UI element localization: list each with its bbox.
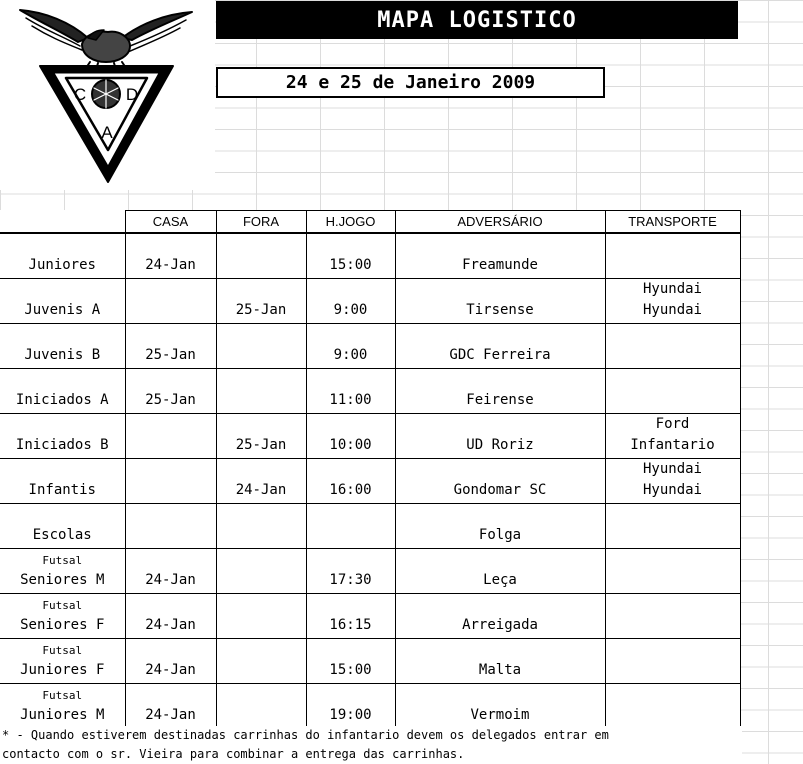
fora-cell (216, 684, 306, 730)
fora-cell (216, 233, 306, 279)
adversario-cell: Vermoim (395, 684, 605, 730)
fora-cell (216, 594, 306, 639)
svg-text:D: D (125, 85, 139, 104)
hora-cell: 15:00 (306, 639, 395, 684)
fora-cell (216, 369, 306, 414)
casa-cell: 24-Jan (125, 594, 216, 639)
transporte-cell (605, 504, 740, 549)
adversario-cell: Tirsense (395, 279, 605, 324)
fora-cell (216, 504, 306, 549)
team-cell: Futsal Juniores M (0, 684, 125, 730)
transporte-cell (605, 233, 740, 279)
table-row (0, 324, 740, 369)
transporte-cell (605, 549, 740, 594)
schedule-table (0, 210, 741, 730)
team-cell: Escolas (0, 504, 125, 549)
team-cell: Juvenis A (0, 279, 125, 324)
hora-cell: 16:15 (306, 594, 395, 639)
footnote-line: * - Quando estiverem destinadas carrinhas do infantario devem os delegados entrar em (2, 728, 609, 742)
page-title: MAPA LOGISTICO (216, 1, 738, 39)
transporte-cell (605, 594, 740, 639)
adversario-cell: Freamunde (395, 233, 605, 279)
hora-cell: 15:00 (306, 233, 395, 279)
adversario-cell: Feirense (395, 369, 605, 414)
table-row (0, 549, 740, 594)
team-cell: Futsal Juniores F (0, 639, 125, 684)
casa-cell: 24-Jan (125, 684, 216, 730)
casa-cell: 25-Jan (125, 324, 216, 369)
casa-cell: 24-Jan (125, 639, 216, 684)
column-header-adversario: ADVERSÁRIO (395, 211, 605, 234)
table-row (0, 459, 740, 504)
table-row (0, 279, 740, 324)
transporte-cell (605, 684, 740, 730)
table-header-row (0, 211, 740, 234)
transporte-cell (605, 324, 740, 369)
transporte-cell: Ford Infantario (605, 414, 740, 459)
table-row (0, 414, 740, 459)
team-cell: Iniciados A (0, 369, 125, 414)
column-header-transporte: TRANSPORTE (605, 211, 740, 234)
svg-text:C: C (73, 85, 87, 104)
footnote (0, 726, 742, 764)
adversario-cell: Folga (395, 504, 605, 549)
hora-cell: 10:00 (306, 414, 395, 459)
date-range: 24 e 25 de Janeiro 2009 (216, 67, 605, 98)
team-cell: Futsal Seniores F (0, 594, 125, 639)
casa-cell (125, 414, 216, 459)
adversario-cell: Leça (395, 549, 605, 594)
table-row (0, 639, 740, 684)
hora-cell: 11:00 (306, 369, 395, 414)
footnote-line: contacto com o sr. Vieira para combinar a entrega das carrinhas. (2, 747, 465, 761)
column-header-fora: FORA (216, 211, 306, 234)
adversario-cell: UD Roriz (395, 414, 605, 459)
team-cell: Futsal Seniores M (0, 549, 125, 594)
adversario-cell: GDC Ferreira (395, 324, 605, 369)
fora-cell (216, 549, 306, 594)
fora-cell (216, 324, 306, 369)
casa-cell (125, 459, 216, 504)
team-cell: Iniciados B (0, 414, 125, 459)
fora-cell: 25-Jan (216, 414, 306, 459)
transporte-cell (605, 369, 740, 414)
svg-text:A: A (101, 123, 113, 142)
casa-cell (125, 504, 216, 549)
hora-cell: 17:30 (306, 549, 395, 594)
adversario-cell: Arreigada (395, 594, 605, 639)
transporte-cell: Hyundai Hyundai (605, 279, 740, 324)
hora-cell: 9:00 (306, 324, 395, 369)
hora-cell: 9:00 (306, 279, 395, 324)
adversario-cell: Gondomar SC (395, 459, 605, 504)
fora-cell: 25-Jan (216, 279, 306, 324)
casa-cell: 25-Jan (125, 369, 216, 414)
casa-cell: 24-Jan (125, 549, 216, 594)
team-cell: Infantis (0, 459, 125, 504)
table-row (0, 594, 740, 639)
casa-cell: 24-Jan (125, 233, 216, 279)
column-header-hora: H.JOGO (306, 211, 395, 234)
fora-cell (216, 639, 306, 684)
transporte-cell (605, 639, 740, 684)
team-cell: Juniores (0, 233, 125, 279)
adversario-cell: Malta (395, 639, 605, 684)
casa-cell (125, 279, 216, 324)
table-row (0, 684, 740, 730)
hora-cell: 19:00 (306, 684, 395, 730)
table-row (0, 504, 740, 549)
table-row (0, 233, 740, 279)
team-cell: Juvenis B (0, 324, 125, 369)
transporte-cell: Hyundai Hyundai (605, 459, 740, 504)
hora-cell (306, 504, 395, 549)
column-header-team (0, 211, 125, 234)
fora-cell: 24-Jan (216, 459, 306, 504)
column-header-casa: CASA (125, 211, 216, 234)
club-logo (0, 0, 215, 190)
eagle-crest-icon (0, 0, 215, 190)
table-row (0, 369, 740, 414)
hora-cell: 16:00 (306, 459, 395, 504)
